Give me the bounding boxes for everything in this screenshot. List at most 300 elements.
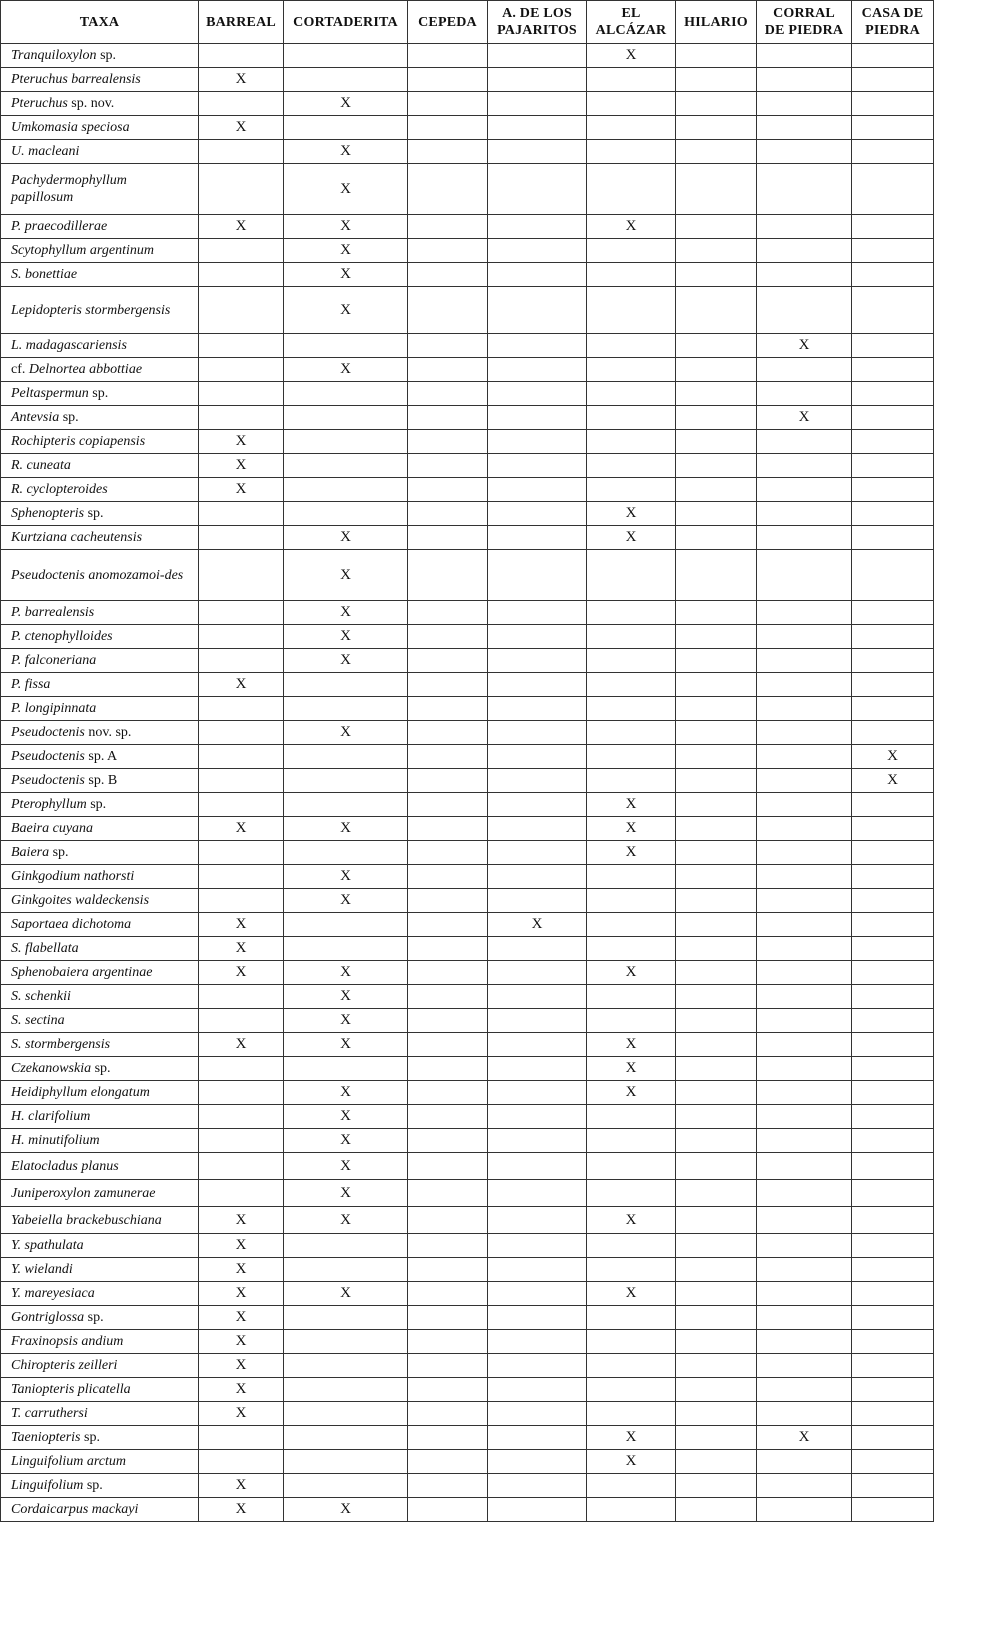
occurrence-cell xyxy=(488,478,587,502)
taxon-name-plain: sp. xyxy=(96,48,117,63)
occurrence-cell xyxy=(587,1207,676,1234)
occurrence-cell xyxy=(408,1180,488,1207)
occurrence-cell xyxy=(852,913,934,937)
occurrence-cell xyxy=(284,502,408,526)
table-row xyxy=(1,745,934,769)
occurrence-cell xyxy=(852,649,934,673)
occurrence-cell xyxy=(757,865,852,889)
occurrence-cell xyxy=(284,454,408,478)
occurrence-cell xyxy=(408,865,488,889)
occurrence-cell xyxy=(199,1258,284,1282)
occurrence-cell xyxy=(408,406,488,430)
taxon-name-italic: S. sectina xyxy=(11,1013,65,1028)
occurrence-cell xyxy=(284,1057,408,1081)
taxon-name-plain: sp. xyxy=(83,1478,103,1493)
occurrence-cell xyxy=(852,937,934,961)
occurrence-cell xyxy=(852,1282,934,1306)
occurrence-cell xyxy=(852,721,934,745)
occurrence-cell xyxy=(587,1378,676,1402)
occurrence-cell xyxy=(284,1105,408,1129)
occurrence-cell xyxy=(852,1153,934,1180)
taxon-name-italic: P. falconeriana xyxy=(11,653,97,668)
occurrence-cell xyxy=(587,1180,676,1207)
occurrence-cell xyxy=(676,865,757,889)
occurrence-mark: X xyxy=(235,1357,247,1373)
occurrence-cell xyxy=(587,140,676,164)
occurrence-cell xyxy=(284,1258,408,1282)
taxon-name xyxy=(1,841,199,865)
taxon-name-italic: Pseudoctenis xyxy=(11,749,85,764)
occurrence-cell xyxy=(587,1057,676,1081)
occurrence-cell xyxy=(852,116,934,140)
taxon-name xyxy=(1,287,199,334)
occurrence-cell xyxy=(852,1234,934,1258)
occurrence-mark: X xyxy=(235,1211,247,1228)
occurrence-cell xyxy=(587,263,676,287)
occurrence-cell xyxy=(676,239,757,263)
occurrence-cell xyxy=(676,817,757,841)
occurrence-cell xyxy=(757,625,852,649)
occurrence-cell xyxy=(199,1234,284,1258)
occurrence-cell xyxy=(587,889,676,913)
occurrence-cell xyxy=(408,287,488,334)
occurrence-cell xyxy=(676,601,757,625)
taxon-name xyxy=(1,625,199,649)
occurrence-cell xyxy=(852,1426,934,1450)
occurrence-cell xyxy=(488,454,587,478)
occurrence-cell xyxy=(757,478,852,502)
occurrence-cell xyxy=(408,985,488,1009)
occurrence-cell xyxy=(676,140,757,164)
occurrence-cell xyxy=(852,865,934,889)
taxon-name xyxy=(1,1450,199,1474)
occurrence-cell xyxy=(757,1450,852,1474)
occurrence-cell xyxy=(587,1105,676,1129)
occurrence-cell xyxy=(488,68,587,92)
header-corral-de-piedra: CORRAL DE PIEDRA xyxy=(757,1,852,44)
occurrence-cell xyxy=(587,550,676,601)
occurrence-cell xyxy=(284,430,408,454)
taxon-name-italic: L. madagascariensis xyxy=(11,338,127,353)
table-row xyxy=(1,697,934,721)
taxon-name-plain: sp. xyxy=(91,1061,111,1076)
occurrence-cell xyxy=(852,1474,934,1498)
taxon-name-italic: Ginkgodium nathorsti xyxy=(11,869,135,884)
occurrence-cell xyxy=(587,406,676,430)
occurrence-cell xyxy=(587,287,676,334)
occurrence-mark: X xyxy=(235,1333,247,1349)
occurrence-mark: X xyxy=(625,1060,637,1076)
occurrence-mark: X xyxy=(235,1381,247,1397)
occurrence-cell xyxy=(408,1258,488,1282)
occurrence-mark: X xyxy=(235,916,247,932)
occurrence-cell xyxy=(852,1009,934,1033)
occurrence-mark: X xyxy=(798,1429,810,1445)
occurrence-cell xyxy=(284,164,408,215)
occurrence-cell xyxy=(852,1033,934,1057)
taxon-name xyxy=(1,526,199,550)
taxon-name-italic: Heidiphyllum elongatum xyxy=(11,1085,150,1100)
taxon-name-italic: Linguifolium arctum xyxy=(11,1454,126,1469)
occurrence-cell xyxy=(408,1402,488,1426)
occurrence-cell xyxy=(488,865,587,889)
occurrence-cell xyxy=(757,721,852,745)
occurrence-cell xyxy=(284,1306,408,1330)
header-el-alcazar: EL ALCÁZAR xyxy=(587,1,676,44)
occurrence-cell xyxy=(676,1153,757,1180)
occurrence-cell xyxy=(587,1033,676,1057)
occurrence-cell xyxy=(852,793,934,817)
occurrence-cell xyxy=(408,673,488,697)
taxon-name xyxy=(1,1330,199,1354)
occurrence-mark: X xyxy=(235,820,247,836)
occurrence-cell xyxy=(284,68,408,92)
occurrence-cell xyxy=(676,1258,757,1282)
occurrence-cell xyxy=(199,430,284,454)
taxon-name xyxy=(1,502,199,526)
occurrence-cell xyxy=(408,164,488,215)
occurrence-cell xyxy=(587,1306,676,1330)
occurrence-mark: X xyxy=(625,47,637,63)
occurrence-cell xyxy=(284,1153,408,1180)
occurrence-cell xyxy=(199,625,284,649)
occurrence-cell xyxy=(199,382,284,406)
occurrence-cell xyxy=(757,526,852,550)
table-row xyxy=(1,1354,934,1378)
occurrence-cell xyxy=(676,769,757,793)
header-a-de-los-pajaritos: A. DE LOS PAJARITOS xyxy=(488,1,587,44)
occurrence-cell xyxy=(199,116,284,140)
occurrence-cell xyxy=(587,116,676,140)
occurrence-cell xyxy=(408,1033,488,1057)
taxon-name-italic: Saportaea dichotoma xyxy=(11,917,132,932)
occurrence-cell xyxy=(587,817,676,841)
occurrence-cell xyxy=(199,841,284,865)
occurrence-cell xyxy=(408,1426,488,1450)
taxon-name xyxy=(1,1306,199,1330)
taxon-name-plain: sp. xyxy=(84,506,104,521)
occurrence-cell xyxy=(488,1033,587,1057)
table-row xyxy=(1,1306,934,1330)
occurrence-cell xyxy=(757,239,852,263)
occurrence-cell xyxy=(488,889,587,913)
occurrence-cell xyxy=(199,358,284,382)
occurrence-cell xyxy=(676,1330,757,1354)
taxon-name xyxy=(1,673,199,697)
table-row xyxy=(1,1378,934,1402)
occurrence-cell xyxy=(757,430,852,454)
occurrence-mark: X xyxy=(340,1084,351,1100)
occurrence-cell xyxy=(488,92,587,116)
taxon-name-italic: Rochipteris copiapensis xyxy=(11,434,146,449)
occurrence-cell xyxy=(488,817,587,841)
occurrence-cell xyxy=(587,649,676,673)
taxon-name-italic: Pteruchus xyxy=(11,96,68,111)
occurrence-cell xyxy=(757,1306,852,1330)
occurrence-cell xyxy=(488,985,587,1009)
occurrence-cell xyxy=(757,1180,852,1207)
occurrence-cell xyxy=(488,769,587,793)
taxon-name-plain: sp. xyxy=(59,410,79,425)
occurrence-cell xyxy=(676,745,757,769)
taxon-name xyxy=(1,140,199,164)
occurrence-cell xyxy=(676,1402,757,1426)
occurrence-cell xyxy=(199,769,284,793)
occurrence-cell xyxy=(284,865,408,889)
occurrence-cell xyxy=(676,1474,757,1498)
table-row xyxy=(1,1180,934,1207)
occurrence-cell xyxy=(757,1402,852,1426)
occurrence-cell xyxy=(199,1105,284,1129)
occurrence-cell xyxy=(284,478,408,502)
taxon-name xyxy=(1,1153,199,1180)
occurrence-cell xyxy=(676,454,757,478)
taxon-name-plain: sp. xyxy=(80,1430,100,1445)
occurrence-cell xyxy=(284,625,408,649)
occurrence-cell xyxy=(408,817,488,841)
occurrence-mark: X xyxy=(625,820,637,836)
occurrence-cell xyxy=(408,68,488,92)
taxon-name xyxy=(1,697,199,721)
occurrence-mark: X xyxy=(625,1036,637,1052)
occurrence-cell xyxy=(199,1009,284,1033)
taxon-name-italic: P. praecodillerae xyxy=(11,219,108,234)
occurrence-cell xyxy=(408,550,488,601)
occurrence-cell xyxy=(757,769,852,793)
taxon-name xyxy=(1,649,199,673)
occurrence-mark: X xyxy=(340,242,351,258)
table-row xyxy=(1,889,934,913)
taxon-name xyxy=(1,550,199,601)
taxon-name-italic: Baiera xyxy=(11,845,50,860)
occurrence-cell xyxy=(676,1057,757,1081)
occurrence-cell xyxy=(408,382,488,406)
occurrence-cell xyxy=(199,406,284,430)
taxon-name-italic: Fraxinopsis andium xyxy=(11,1334,124,1349)
occurrence-cell xyxy=(852,1180,934,1207)
table-row xyxy=(1,334,934,358)
taxon-name xyxy=(1,817,199,841)
occurrence-cell xyxy=(587,478,676,502)
occurrence-cell xyxy=(587,721,676,745)
table-row xyxy=(1,1153,934,1180)
taxon-name-italic: S. bonettiae xyxy=(11,267,78,282)
occurrence-cell xyxy=(408,1378,488,1402)
occurrence-cell xyxy=(676,1234,757,1258)
table-row xyxy=(1,673,934,697)
occurrence-cell xyxy=(488,164,587,215)
taxon-name-italic: Czekanowskia xyxy=(11,1061,92,1076)
occurrence-cell xyxy=(852,406,934,430)
taxon-name-italic: P. barrealensis xyxy=(11,605,95,620)
taxon-name-plain: sp. xyxy=(84,1310,104,1325)
taxon-name-italic: Chiropteris zeilleri xyxy=(11,1358,118,1373)
table-row xyxy=(1,937,934,961)
occurrence-cell xyxy=(757,649,852,673)
occurrence-cell xyxy=(488,1129,587,1153)
taxon-name-italic: Ginkgoites waldeckensis xyxy=(11,893,150,908)
table-row xyxy=(1,1057,934,1081)
occurrence-cell xyxy=(199,44,284,68)
occurrence-cell xyxy=(852,454,934,478)
occurrence-cell xyxy=(408,721,488,745)
taxon-name-italic: Y. mareyesiaca xyxy=(11,1286,95,1301)
occurrence-cell xyxy=(488,625,587,649)
occurrence-cell xyxy=(284,358,408,382)
occurrence-cell xyxy=(587,601,676,625)
occurrence-mark: X xyxy=(340,529,351,545)
occurrence-cell xyxy=(676,430,757,454)
taxon-name xyxy=(1,1081,199,1105)
taxon-name xyxy=(1,164,199,215)
occurrence-mark: X xyxy=(235,1285,247,1301)
occurrence-mark: X xyxy=(340,1184,351,1201)
occurrence-cell xyxy=(488,697,587,721)
occurrence-cell xyxy=(284,601,408,625)
taxon-name xyxy=(1,1129,199,1153)
occurrence-cell xyxy=(676,1129,757,1153)
table-row xyxy=(1,526,934,550)
occurrence-cell xyxy=(408,239,488,263)
taxon-name xyxy=(1,1180,199,1207)
taxon-name-plain: sp. nov. xyxy=(67,96,115,111)
occurrence-cell xyxy=(587,502,676,526)
occurrence-cell xyxy=(284,263,408,287)
occurrence-cell xyxy=(408,1009,488,1033)
occurrence-mark: X xyxy=(798,337,810,353)
occurrence-mark: X xyxy=(625,1453,637,1469)
occurrence-cell xyxy=(852,502,934,526)
occurrence-cell xyxy=(284,1234,408,1258)
occurrence-cell xyxy=(852,215,934,239)
occurrence-cell xyxy=(757,1282,852,1306)
occurrence-cell xyxy=(757,889,852,913)
table-row xyxy=(1,1282,934,1306)
occurrence-mark: X xyxy=(531,916,543,932)
occurrence-cell xyxy=(676,625,757,649)
table-row xyxy=(1,406,934,430)
occurrence-cell xyxy=(284,406,408,430)
taxon-name xyxy=(1,334,199,358)
occurrence-cell xyxy=(676,1450,757,1474)
occurrence-cell xyxy=(488,44,587,68)
table-row xyxy=(1,841,934,865)
table-row xyxy=(1,92,934,116)
taxon-name-italic: Baeira cuyana xyxy=(11,821,94,836)
occurrence-cell xyxy=(676,68,757,92)
occurrence-cell xyxy=(284,382,408,406)
table-row xyxy=(1,1450,934,1474)
taxon-name-italic: Elatocladus planus xyxy=(11,1158,119,1174)
occurrence-mark: X xyxy=(340,652,351,668)
occurrence-cell xyxy=(757,913,852,937)
occurrence-mark: X xyxy=(340,1285,351,1301)
occurrence-cell xyxy=(757,1057,852,1081)
occurrence-cell xyxy=(408,92,488,116)
table-row xyxy=(1,1081,934,1105)
taxon-name xyxy=(1,1498,199,1522)
table-row xyxy=(1,140,934,164)
occurrence-cell xyxy=(757,502,852,526)
taxon-name xyxy=(1,454,199,478)
taxon-name xyxy=(1,601,199,625)
occurrence-cell xyxy=(199,1474,284,1498)
occurrence-cell xyxy=(676,649,757,673)
occurrence-cell xyxy=(488,1234,587,1258)
occurrence-cell xyxy=(676,382,757,406)
occurrence-cell xyxy=(676,215,757,239)
occurrence-cell xyxy=(587,1009,676,1033)
taxon-name xyxy=(1,1258,199,1282)
occurrence-cell xyxy=(408,1234,488,1258)
occurrence-cell xyxy=(199,985,284,1009)
occurrence-cell xyxy=(757,1330,852,1354)
occurrence-cell xyxy=(852,550,934,601)
occurrence-cell xyxy=(199,478,284,502)
occurrence-cell xyxy=(199,1180,284,1207)
occurrence-cell xyxy=(408,913,488,937)
occurrence-mark: X xyxy=(625,529,637,545)
occurrence-cell xyxy=(676,1282,757,1306)
table-row xyxy=(1,215,934,239)
occurrence-cell xyxy=(852,841,934,865)
occurrence-cell xyxy=(676,1009,757,1033)
occurrence-cell xyxy=(284,1498,408,1522)
occurrence-cell xyxy=(587,1402,676,1426)
occurrence-cell xyxy=(284,1378,408,1402)
occurrence-cell xyxy=(284,649,408,673)
occurrence-mark: X xyxy=(235,1036,247,1052)
occurrence-mark: X xyxy=(340,988,351,1004)
occurrence-cell xyxy=(199,889,284,913)
occurrence-cell xyxy=(488,1330,587,1354)
taxon-name xyxy=(1,68,199,92)
table-row xyxy=(1,817,934,841)
occurrence-cell xyxy=(408,1354,488,1378)
taxon-name xyxy=(1,1426,199,1450)
occurrence-cell xyxy=(488,1402,587,1426)
occurrence-cell xyxy=(408,430,488,454)
occurrence-cell xyxy=(757,1498,852,1522)
occurrence-cell xyxy=(488,358,587,382)
occurrence-mark: X xyxy=(625,1285,637,1301)
taxon-name xyxy=(1,1474,199,1498)
occurrence-cell xyxy=(284,961,408,985)
occurrence-mark: X xyxy=(235,457,247,473)
occurrence-cell xyxy=(676,1498,757,1522)
taxon-name xyxy=(1,865,199,889)
occurrence-cell xyxy=(408,769,488,793)
occurrence-cell xyxy=(408,697,488,721)
occurrence-cell xyxy=(488,1450,587,1474)
occurrence-cell xyxy=(408,1306,488,1330)
occurrence-cell xyxy=(587,454,676,478)
occurrence-cell xyxy=(284,287,408,334)
table-row xyxy=(1,1207,934,1234)
occurrence-cell xyxy=(757,1033,852,1057)
table-row xyxy=(1,1402,934,1426)
occurrence-cell xyxy=(757,793,852,817)
taxon-name-italic: Pseudoctenis xyxy=(11,773,85,788)
occurrence-mark: X xyxy=(625,218,637,234)
occurrence-cell xyxy=(408,1498,488,1522)
taxon-name xyxy=(1,961,199,985)
occurrence-cell xyxy=(284,526,408,550)
occurrence-cell xyxy=(488,287,587,334)
occurrence-cell xyxy=(199,1498,284,1522)
taxon-name-italic: P. ctenophylloides xyxy=(11,629,113,644)
occurrence-cell xyxy=(587,1330,676,1354)
